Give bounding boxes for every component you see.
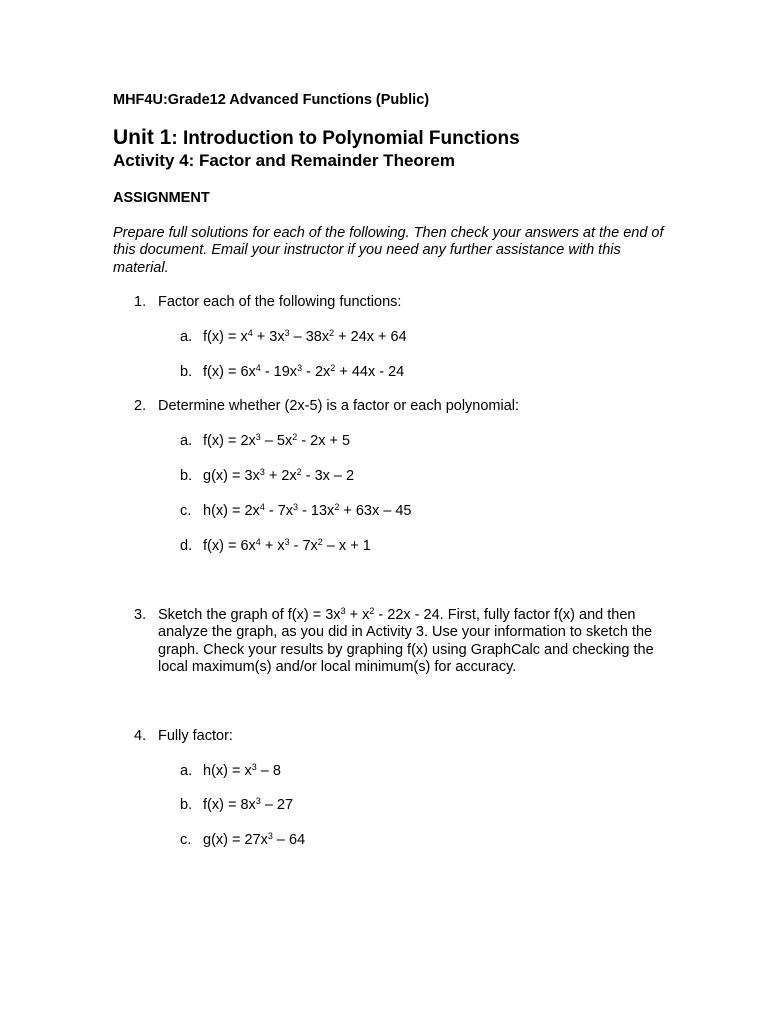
- intro-paragraph: Prepare full solutions for each of the following. Then check your answers at the end of this document. Email your instructor if you need any further assistance with this material.: [113, 225, 664, 276]
- part-label: a.: [180, 763, 193, 779]
- equation: $h(x) = 2x^4 - 7x^3 - 13x^2 + 63x - 45$: [203, 502, 412, 519]
- question-text: Factor each of the following functions:: [158, 294, 402, 310]
- question-text: Determine whether (2x-5) is a factor or each polynomial:: [158, 398, 520, 414]
- question-number: 1.: [134, 294, 147, 310]
- unit-title-text: : Introduction to Polynomial Functions: [171, 128, 520, 149]
- part-label: b.: [180, 797, 193, 813]
- equation: $f(x) = 8x^3 - 27$: [203, 796, 294, 813]
- question-text: Sketch the graph of $f(x) = 3x^3 + x^2 - 22x - 24$. First, fully factor f(x) and then analyze the graph, as you did in Activity 3. Use your information to sketch the graph. Check your results by graphing f(x) using GraphCalc and checking the local maximum(s) and/or local minimum(s) for accuracy.: [158, 606, 654, 675]
- part-label: b.: [180, 468, 193, 484]
- equation: $g(x) = 27x^3 - 64$: [203, 831, 306, 848]
- part-label: c.: [180, 503, 192, 519]
- unit-prefix: Unit 1: [113, 126, 172, 149]
- question-number: 4.: [134, 728, 147, 744]
- equation: $f(x) = 6x^4 + x^3 - 7x^2 - x + 1$: [203, 537, 371, 554]
- equation: $g(x) = 3x^3 + 2x^2 - 3x - 2$: [203, 467, 355, 484]
- equation: $f(x) = 6x^4 - 19x^3 - 2x^2 + 44x - 24$: [203, 363, 405, 380]
- part-label: c.: [180, 832, 192, 848]
- question-text: Fully factor:: [158, 728, 233, 744]
- course-title: MHF4U:Grade12 Advanced Functions (Public): [113, 92, 430, 108]
- unit-title: [113, 126, 520, 150]
- question-number: 2.: [134, 398, 147, 414]
- part-label: a.: [180, 329, 193, 345]
- equation: $f(x) = 2x^3 - 5x^2 - 2x + 5$: [203, 432, 351, 449]
- equation: $h(x) = x^3 - 8$: [203, 762, 281, 779]
- activity-title: Activity 4: Factor and Remainder Theorem: [113, 151, 455, 170]
- section-heading: ASSIGNMENT: [113, 190, 210, 206]
- part-label: b.: [180, 364, 193, 380]
- part-label: d.: [180, 538, 193, 554]
- equation: $f(x) = x^4 + 3x^3 - 38x^2 + 24x + 64$: [203, 328, 407, 345]
- question-number: 3.: [134, 607, 147, 623]
- part-label: a.: [180, 433, 193, 449]
